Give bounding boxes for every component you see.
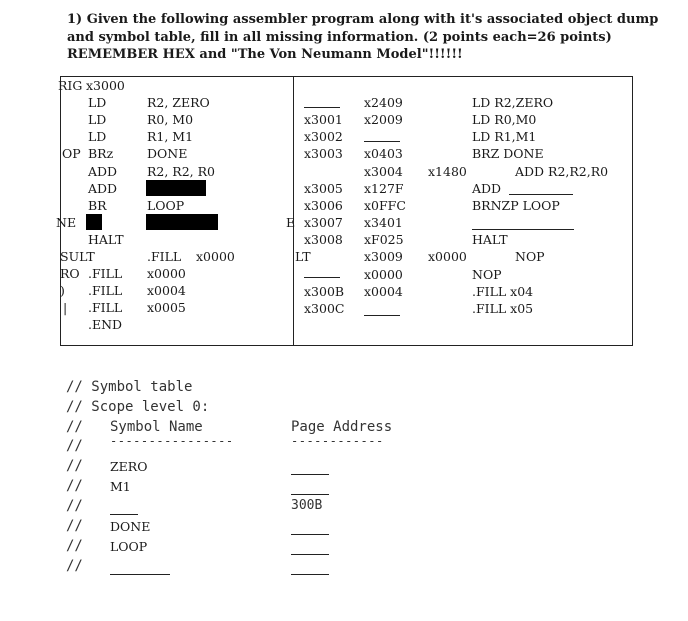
machine-code: x127F	[364, 181, 404, 196]
operand: R0, M0	[147, 112, 194, 127]
address: x3002	[304, 129, 343, 144]
comment-mark: //	[66, 438, 83, 454]
machine-code: x3004	[364, 164, 403, 179]
disasm-line: .FILL x05	[472, 301, 534, 316]
symbol-name: ZERO	[110, 459, 148, 474]
label-cut: |	[63, 300, 68, 315]
opcode: LD	[88, 129, 107, 144]
machine-code: x0004	[364, 284, 403, 299]
label-result: SULT	[60, 249, 95, 264]
operand: DONE	[147, 146, 188, 161]
blank-address	[291, 494, 329, 495]
extra-code: x0000	[428, 249, 467, 264]
blank-address	[291, 474, 329, 475]
label-orig: RIG	[58, 78, 83, 93]
operand: x0000	[147, 266, 186, 281]
operand: x0005	[147, 300, 186, 315]
disasm-line: BRNZP LOOP	[472, 198, 560, 213]
disasm-line: HALT	[472, 232, 508, 247]
machine-code: x3401	[364, 215, 403, 230]
blank-address	[304, 277, 340, 278]
symbol-name: DONE	[110, 519, 151, 534]
disasm-line: LD R0,M0	[472, 112, 537, 127]
blank-address	[291, 554, 329, 555]
blank-symbol	[110, 514, 138, 515]
column-divider	[293, 76, 294, 346]
redacted-operand	[146, 180, 206, 196]
machine-code: xF025	[364, 232, 404, 247]
comment-mark: //	[66, 478, 83, 494]
orig-operand: x3000	[86, 78, 125, 93]
pipe-mark: E	[286, 215, 296, 230]
machine-code: x3009	[364, 249, 403, 264]
label-done: NE	[56, 215, 77, 230]
operand: x0004	[147, 283, 186, 298]
operand: R1, M1	[147, 129, 194, 144]
blank-address	[291, 534, 329, 535]
comment-mark: //	[66, 498, 83, 514]
blank-symbol	[110, 574, 170, 575]
name-divider: ----------------	[110, 434, 234, 448]
blank-address	[304, 107, 340, 108]
address: x3005	[304, 181, 343, 196]
address: x3006	[304, 198, 343, 213]
symbol-address: 300B	[291, 498, 323, 513]
symbol-name: LOOP	[110, 539, 148, 554]
opcode: .END	[88, 317, 123, 332]
opcode: HALT	[88, 232, 124, 247]
label-zero: RO	[60, 266, 80, 281]
redacted-operand	[146, 214, 218, 230]
symbol-table-title: // Symbol table	[66, 379, 193, 395]
col-page-address: Page Address	[291, 419, 393, 435]
col-symbol-name: Symbol Name	[110, 419, 203, 435]
opcode: LD	[88, 112, 107, 127]
comment-mark: //	[66, 558, 83, 574]
question-line-2: and symbol table, fill in all missing information. (2 points each=26 points)	[67, 30, 612, 45]
opcode: .FILL	[147, 249, 182, 264]
machine-code: x2409	[364, 95, 403, 110]
disasm-line: .FILL x04	[472, 284, 534, 299]
machine-code: x0000	[364, 267, 403, 282]
address: x3008	[304, 232, 343, 247]
address: x3001	[304, 112, 343, 127]
address: x300B	[304, 284, 345, 299]
symbol-name: M1	[110, 479, 131, 494]
question-line-1: 1) Given the following assembler program along with it's associated object dump	[67, 12, 659, 27]
extra-code: x1480	[428, 164, 467, 179]
question-line-3: REMEMBER HEX and "The Von Neumann Model"!!!!!!	[67, 47, 463, 62]
disasm-line: LD R2,ZERO	[472, 95, 554, 110]
machine-code: x0403	[364, 146, 403, 161]
blank-instruction	[472, 229, 574, 230]
comment-mark: //	[66, 419, 83, 435]
blank-operand	[509, 194, 573, 195]
opcode: .FILL	[88, 283, 123, 298]
address: x300C	[304, 301, 345, 316]
comment-mark: //	[66, 458, 83, 474]
operand: LOOP	[147, 198, 185, 213]
label-loop: OP	[62, 146, 81, 161]
disasm-line: ADD	[472, 181, 502, 196]
operand: x0000	[196, 249, 235, 264]
disasm-line: BRZ DONE	[472, 146, 544, 161]
disasm-line: ADD R2,R2,R0	[515, 164, 609, 179]
opcode: BR	[88, 198, 107, 213]
operand: R2, ZERO	[147, 95, 210, 110]
machine-code: x0FFC	[364, 198, 406, 213]
comment-mark: //	[66, 538, 83, 554]
opcode: .FILL	[88, 266, 123, 281]
blank-address	[291, 574, 329, 575]
blank-code	[364, 141, 400, 142]
disasm-line: NOP	[515, 249, 545, 264]
operand: R2, R2, R0	[147, 164, 215, 179]
opcode: LD	[88, 95, 107, 110]
opcode: ADD	[88, 181, 118, 196]
address: x3007	[304, 215, 343, 230]
disasm-line: NOP	[472, 267, 502, 282]
addr-divider: ------------	[291, 434, 384, 448]
opcode: .FILL	[88, 300, 123, 315]
redacted-opcode	[86, 214, 102, 230]
blank-code	[364, 315, 400, 316]
comment-mark: //	[66, 518, 83, 534]
address: x3003	[304, 146, 343, 161]
scope-level: // Scope level 0:	[66, 399, 210, 415]
label-cut-lt: LT	[295, 249, 311, 264]
opcode: BRz	[88, 146, 114, 161]
disasm-line: LD R1,M1	[472, 129, 537, 144]
label-cut: )	[60, 283, 65, 298]
opcode: ADD	[88, 164, 118, 179]
machine-code: x2009	[364, 112, 403, 127]
source-program	[56, 76, 296, 346]
